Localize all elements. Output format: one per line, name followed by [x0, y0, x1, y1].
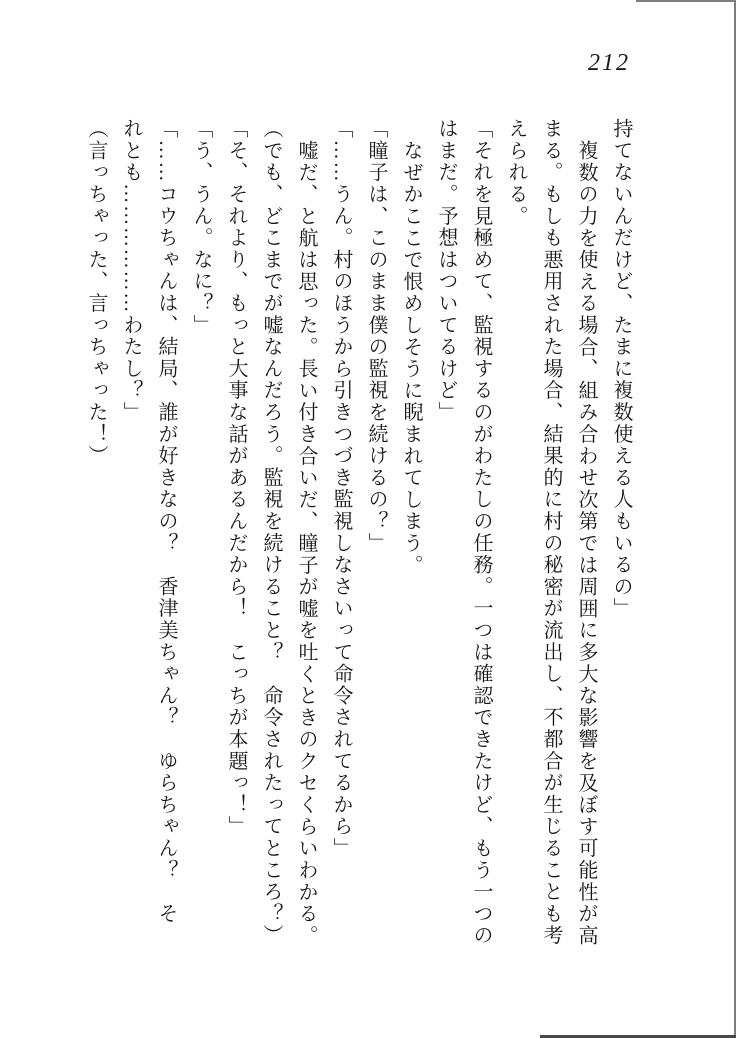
text-line: 「瞳子は、このまま僕の監視を続けるの？」: [365, 118, 387, 554]
text-line: 複数の力を使える場合、組み合わせ次第では周囲に多大な影響を及ぼす可能性が高: [575, 139, 597, 947]
text-line: 「そ、それより、もっと大事な話があるんだから！ こっちが本題っ！」: [225, 118, 247, 838]
page-number: 212: [588, 50, 630, 76]
text-line: 持てないんだけど、たまに複数使える人もいるの」: [610, 118, 632, 620]
text-line: （言っちゃった、言っちゃった！）: [85, 118, 107, 467]
text-line: まる。もしも悪用された場合、結果的に村の秘密が流出し、不都合が生じることも考: [540, 118, 562, 947]
text-line: 「う、うん。なに？」: [190, 118, 212, 336]
text-line: れとも………………わたし？」: [120, 118, 142, 424]
text-line: なぜかここで恨めしそうに睨まれてしまう。: [400, 139, 422, 576]
text-line: えられる。: [505, 118, 527, 227]
text-line: 嘘だ、と航は思った。長い付き合いだ、瞳子が嘘を吐くときのクセくらいわかる。: [295, 139, 317, 947]
text-line: 「……コウちゃんは、結局、誰が好きなの？ 香津美ちゃん？ ゆらちゃん？ そ: [155, 118, 177, 925]
text-line: 「……うん。村のほうから引きつづき監視しなさいって命令されてるから」: [330, 118, 352, 860]
text-line: （でも、どこまでが嘘なんだろう。監視を続けること？ 命令されたってところ？）: [260, 118, 282, 947]
vertical-text-block: [78, 118, 638, 958]
text-line: はまだ。予想はついてるけど」: [435, 118, 457, 424]
scan-edge-top: [636, 0, 736, 2]
text-line: 「それを見極めて、監視するのがわたしの任務。一つは確認できたけど、もう一つの: [470, 118, 492, 947]
